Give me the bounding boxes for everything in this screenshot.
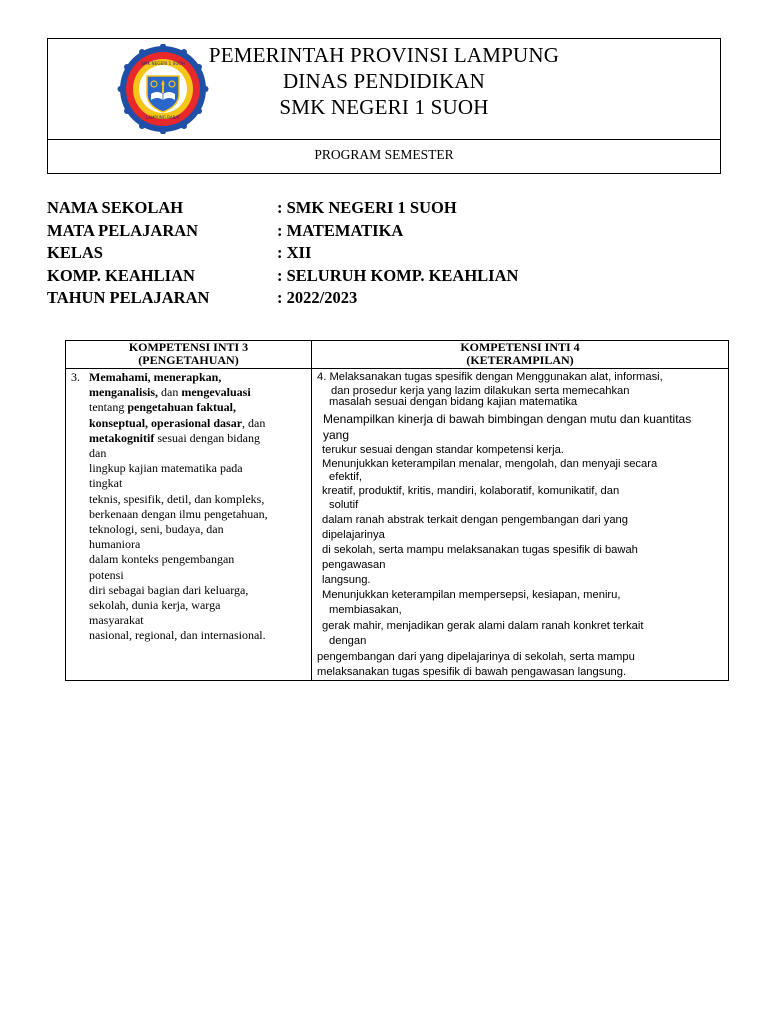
ki3-text-4: sesuai dengan bidang (154, 430, 260, 445)
ki4-line: yang (323, 428, 350, 442)
ki3-line: dan (89, 446, 107, 460)
header-school: SMK NEGERI 1 SUOH (279, 95, 489, 119)
ki4-line: efektif, (329, 471, 362, 483)
ki3-line: dalam konteks pengembangan (89, 552, 235, 567)
ki3-line: tingkat (89, 476, 123, 491)
ki4-line: solutif (329, 499, 359, 511)
ki4-line: langsung. (322, 574, 371, 586)
school-logo (117, 44, 209, 134)
ki3-bold-1: Memahami, menerapkan, (89, 370, 222, 384)
ki4-line: dipelajarinya (322, 529, 385, 541)
ki3-bold-3: mengevaluasi (181, 385, 251, 400)
column-divider (311, 341, 312, 680)
info-value: : MATEMATIKA (277, 220, 404, 240)
ki3-line: sekolah, dunia kerja, warga (89, 598, 221, 613)
ki3-line: humaniora (89, 537, 141, 552)
ki3-number: 3. (71, 370, 80, 384)
info-value: : SMK NEGERI 1 SUOH (277, 198, 457, 217)
ki3-line: teknologi, seni, budaya, dan (89, 522, 224, 537)
ki4-line: di sekolah, serta mampu melaksanakan tugas spesifik di bawah (322, 544, 638, 556)
competency-table (65, 340, 729, 681)
info-row-year (47, 288, 747, 311)
info-row-subject (47, 221, 747, 244)
school-info (47, 198, 747, 311)
info-row-expertise (47, 266, 747, 289)
info-row-class (47, 243, 747, 266)
ki3-line: masyarakat (89, 613, 144, 628)
ki3-bold-5: konseptual, operasional dasar (89, 415, 243, 430)
info-value: : 2022/2023 (277, 288, 358, 307)
ki3-bold-6: metakognitif (89, 430, 155, 445)
ki4-line: Menunjukkan keterampilan mempersepsi, kesiapan, meniru, (322, 589, 621, 601)
ki3-line: diri sebagai bagian dari keluarga, (89, 582, 249, 597)
ki3-line: berkenaan dengan ilmu pengetahuan, (89, 506, 268, 521)
ki3-line: teknis, spesifik, detil, dan kompleks, (89, 491, 265, 506)
program-title-box (47, 139, 721, 174)
logo-text-top: SMK NEGERI 1 SUOH (141, 61, 185, 66)
header-department: DINAS PENDIDIKAN (282, 69, 486, 93)
ki3-line: potensi (89, 567, 124, 582)
ki4-header (312, 341, 728, 367)
ki3-continued (89, 446, 307, 644)
ki3-bold-2: menganalisis, (89, 385, 159, 400)
ki4-line: terukur sesuai dengan standar kompetensi kerja. (322, 444, 564, 456)
ki3-bold-4: pengetahuan faktual, (127, 400, 237, 415)
logo-text-bottom: LAMPUNG BARAT (145, 115, 181, 120)
header-government: PEMERINTAH PROVINSI LAMPUNG (208, 43, 560, 67)
ki4-line: membiasakan, (329, 604, 402, 616)
ki3-text-3: , dan (242, 415, 266, 430)
ki4-line: kreatif, produktif, kritis, mandiri, kolaboratif, komunikatif, dan (322, 485, 620, 497)
ki3-line: lingkup kajian matematika pada (89, 461, 243, 476)
ki3-subtitle: (PENGETAHUAN) (138, 353, 239, 367)
ki4-line: gerak mahir, menjadikan gerak alami dalam ranah konkret terkait (322, 620, 644, 632)
info-label: MATA PELAJARAN (47, 220, 199, 240)
info-value: : SELURUH KOMP. KEAHLIAN (277, 265, 519, 285)
ki4-line: dan prosedur kerja yang lazim dilakukan serta memecahkan (331, 385, 630, 397)
info-value: : XII (277, 243, 312, 262)
ki4-subtitle: (KETERAMPILAN) (466, 353, 574, 367)
ki4-line: melaksanakan tugas spesifik di bawah pengawasan langsung. (317, 666, 627, 678)
ki3-text-2: tentang (89, 400, 128, 415)
info-label: KELAS (47, 243, 103, 262)
ki3-text (89, 370, 307, 446)
info-row-school (47, 198, 747, 221)
ki3-text-1: dan (158, 385, 182, 400)
ki3-line: nasional, regional, dan internasional. (89, 628, 266, 643)
ki4-line: Menampilkan kinerja di bawah bimbingan dengan mutu dan kuantitas (323, 412, 692, 426)
ki3-title: KOMPETENSI INTI 3 (128, 340, 249, 354)
info-label: TAHUN PELAJARAN (47, 288, 210, 307)
info-label: KOMP. KEAHLIAN (47, 265, 195, 285)
ki4-line: pengembangan dari yang dipelajarinya di sekolah, serta mampu (317, 651, 635, 663)
info-label: NAMA SEKOLAH (47, 198, 184, 217)
ki4-line: masalah sesuai dengan bidang kajian matematika (329, 396, 578, 408)
ki3-header (66, 341, 311, 367)
ki4-line: dengan (329, 635, 367, 647)
program-title: PROGRAM SEMESTER (314, 147, 454, 162)
ki4-line: 4. Melaksanakan tugas spesifik dengan Menggunakan alat, informasi, (317, 371, 663, 383)
ki4-line: pengawasan (322, 559, 386, 571)
header-divider (66, 368, 728, 369)
ki4-line: Menunjukkan keterampilan menalar, mengolah, dan menyaji secara (322, 458, 658, 470)
ki4-title: KOMPETENSI INTI 4 (460, 340, 580, 354)
ki4-line: dalam ranah abstrak terkait dengan pengembangan dari yang (322, 514, 629, 526)
